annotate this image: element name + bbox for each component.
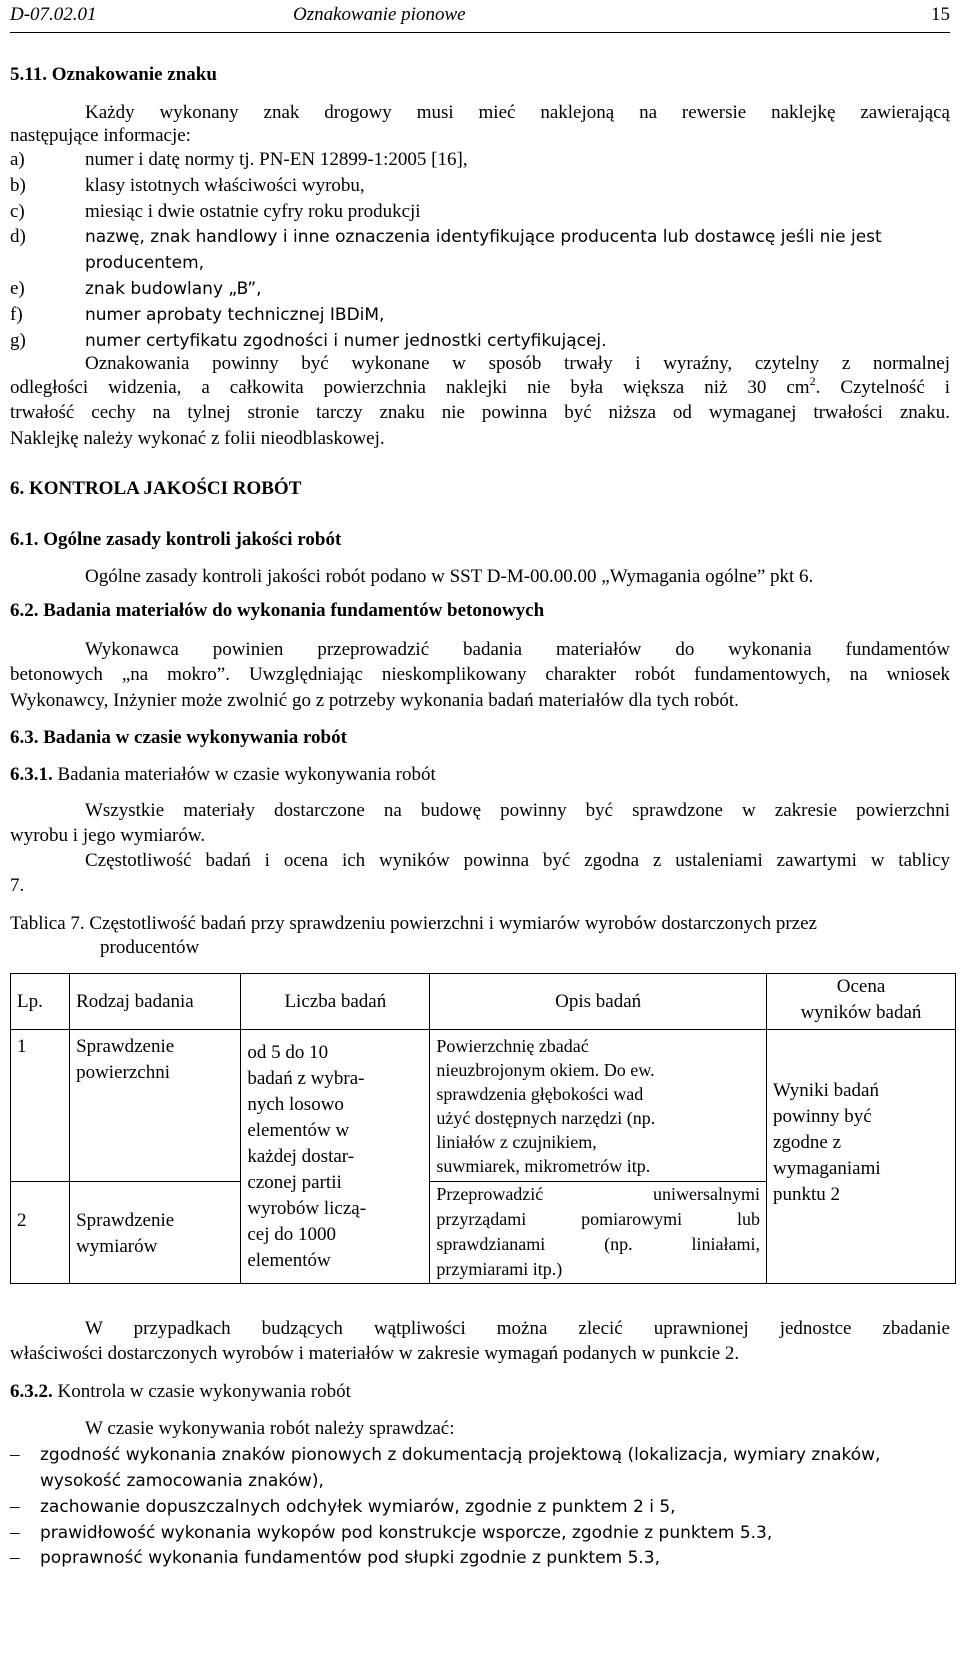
section-heading-6-3-1: 6.3.1. Badania materiałów w czasie wykonywania robót — [10, 764, 436, 785]
list-marker: e) — [10, 278, 25, 299]
dash-marker: – — [10, 1496, 20, 1517]
list-text: producentem, — [85, 253, 205, 273]
paragraph-line: Wszystkie materiały dostarczone na budowę powinny być sprawdzone w zakresie powierzchni — [85, 800, 950, 821]
dash-marker: – — [10, 1444, 20, 1465]
table-header-row — [11, 974, 956, 1030]
paragraph-line: wyrobu i jego wymiarów. — [10, 825, 206, 846]
document-title: Oznakowanie pionowe — [293, 4, 466, 25]
table-header-cell: Ocena wyników badań — [767, 974, 956, 1030]
section-heading-6: 6. KONTROLA JAKOŚCI ROBÓT — [10, 478, 302, 499]
table-header-cell: Opis badań — [430, 974, 767, 1030]
paragraph-line: Oznakowania powinny być wykonane w sposób trwały i wyraźny, czytelny z normalnej — [85, 353, 950, 374]
paragraph-line: W przypadkach budzących wątpliwości można zlecić uprawnionej jednostce zbadanie — [85, 1318, 950, 1339]
section-heading-6-3: 6.3. Badania w czasie wykonywania robót — [10, 727, 347, 748]
list-text: numer certyfikatu zgodności i numer jednostki certyfikującej. — [85, 331, 607, 351]
table-cell: Powierzchnię zbadać nieuzbrojonym okiem. Do ew. sprawdzenia głębokości wad użyć dostępnych narzędzi (np. liniałów z czujnikiem, suwmiarek, mikrometrów itp. — [430, 1030, 767, 1182]
superscript: 2 — [809, 374, 816, 388]
section-heading-5-11: 5.11. Oznakowanie znaku — [10, 64, 217, 85]
table-row — [11, 1030, 956, 1182]
dash-marker: – — [10, 1547, 20, 1568]
table-caption: producentów — [100, 937, 200, 958]
list-marker: b) — [10, 175, 26, 196]
paragraph-line: odległości widzenia, a całkowita powierzchnia naklejki nie była większa niż 30 $cm^2$. Czytelność i — [10, 374, 951, 398]
table-cell: Przeprowadzić uniwersalnymi przyrządami pomiarowymi lub sprawdzianami (np. liniałami, przymiarami itp.) — [430, 1182, 767, 1284]
table-cell: 2 — [11, 1182, 70, 1284]
list-marker: g) — [10, 330, 26, 351]
table-cell: Sprawdzenie wymiarów — [70, 1182, 241, 1284]
paragraph-line: Wykonawca powinien przeprowadzić badania materiałów do wykonania fundamentów — [85, 639, 950, 660]
table-cell: od 5 do 10 badań z wybra- nych losowo elementów w każdej dostar- czonej partii wyrobów liczą- cej do 1000 elementów — [241, 1030, 430, 1284]
data-table — [10, 973, 956, 1284]
list-text: znak budowlany „B”, — [85, 279, 262, 299]
paragraph-line: betonowych „na mokro”. Uwzględniając nieskomplikowany charakter robót fundamentowych, na wniosek — [10, 664, 950, 685]
list-text: numer aprobaty technicznej IBDiM, — [85, 305, 385, 325]
bullet-text: poprawność wykonania fundamentów pod słupki zgodnie z punktem 5.3, — [40, 1548, 661, 1568]
document-code: D-07.02.01 — [10, 4, 97, 25]
bullet-text: zachowanie dopuszczalnych odchyłek wymiarów, zgodnie z punktem 2 i 5, — [40, 1497, 676, 1517]
table-header-cell: Liczba badań — [241, 974, 430, 1030]
list-marker: d) — [10, 226, 26, 247]
page-number: 15 — [931, 4, 950, 25]
table-cell: Wyniki badań powinny być zgodne z wymaganiami punktu 2 — [767, 1030, 956, 1284]
table-caption: Tablica 7. Częstotliwość badań przy sprawdzeniu powierzchni i wymiarów wyrobów dostarczonych przez — [10, 913, 817, 934]
page-header — [10, 2, 950, 28]
table-header-cell: Rodzaj badania — [70, 974, 241, 1030]
table-cell: Sprawdzenie powierzchni — [70, 1030, 241, 1182]
bullet-text: wysokość zamocowania znaków), — [40, 1471, 324, 1491]
list-text: miesiąc i dwie ostatnie cyfry roku produkcji — [85, 201, 421, 222]
paragraph-line: W czasie wykonywania robót należy sprawdzać: — [85, 1418, 455, 1439]
list-marker: f) — [10, 304, 23, 325]
dash-marker: – — [10, 1522, 20, 1543]
table-header-cell: Lp. — [11, 974, 70, 1030]
section-heading-6-3-2: 6.3.2. Kontrola w czasie wykonywania robót — [10, 1381, 351, 1402]
paragraph-line: Wykonawcy, Inżynier może zwolnić go z potrzeby wykonania badań materiałów dla tych robót. — [10, 690, 739, 711]
paragraph-line: 7. — [10, 875, 25, 896]
list-marker: a) — [10, 149, 25, 170]
paragraph-line: właściwości dostarczonych wyrobów i materiałów w zakresie wymagań podanych w punkcie 2. — [10, 1343, 740, 1364]
bullet-text: zgodność wykonania znaków pionowych z dokumentacją projektową (lokalizacja, wymiary znaków, — [40, 1445, 881, 1465]
paragraph-line: Każdy wykonany znak drogowy musi mieć naklejoną na rewersie naklejkę zawierającą — [85, 102, 950, 123]
section-heading-6-1: 6.1. Ogólne zasady kontroli jakości robót — [10, 529, 342, 550]
paragraph-line: trwałość cechy na tylnej stronie tarczy znaku nie powinna być niższa od wymaganej trwałości znaku. — [10, 402, 950, 423]
paragraph-line: Naklejkę należy wykonać z folii nieodblaskowej. — [10, 428, 385, 449]
bullet-text: prawidłowość wykonania wykopów pod konstrukcje wsporcze, zgodnie z punktem 5.3, — [40, 1523, 773, 1543]
list-text: nazwę, znak handlowy i inne oznaczenia identyfikujące producenta lub dostawcę jeśli nie jest — [85, 227, 882, 247]
section-heading-6-2: 6.2. Badania materiałów do wykonania fundamentów betonowych — [10, 600, 545, 621]
paragraph-line: następujące informacje: — [10, 125, 191, 146]
list-text: klasy istotnych właściwości wyrobu, — [85, 175, 365, 196]
list-marker: c) — [10, 201, 25, 222]
header-divider — [10, 32, 950, 33]
table-cell: 1 — [11, 1030, 70, 1182]
paragraph-line: Ogólne zasady kontroli jakości robót podano w SST D-M-00.00.00 „Wymagania ogólne” pkt 6. — [85, 566, 814, 587]
list-text: numer i datę normy tj. PN-EN 12899-1:2005 [16], — [85, 149, 468, 170]
paragraph-line: Częstotliwość badań i ocena ich wyników powinna być zgodna z ustaleniami zawartymi w tablicy — [85, 850, 950, 871]
